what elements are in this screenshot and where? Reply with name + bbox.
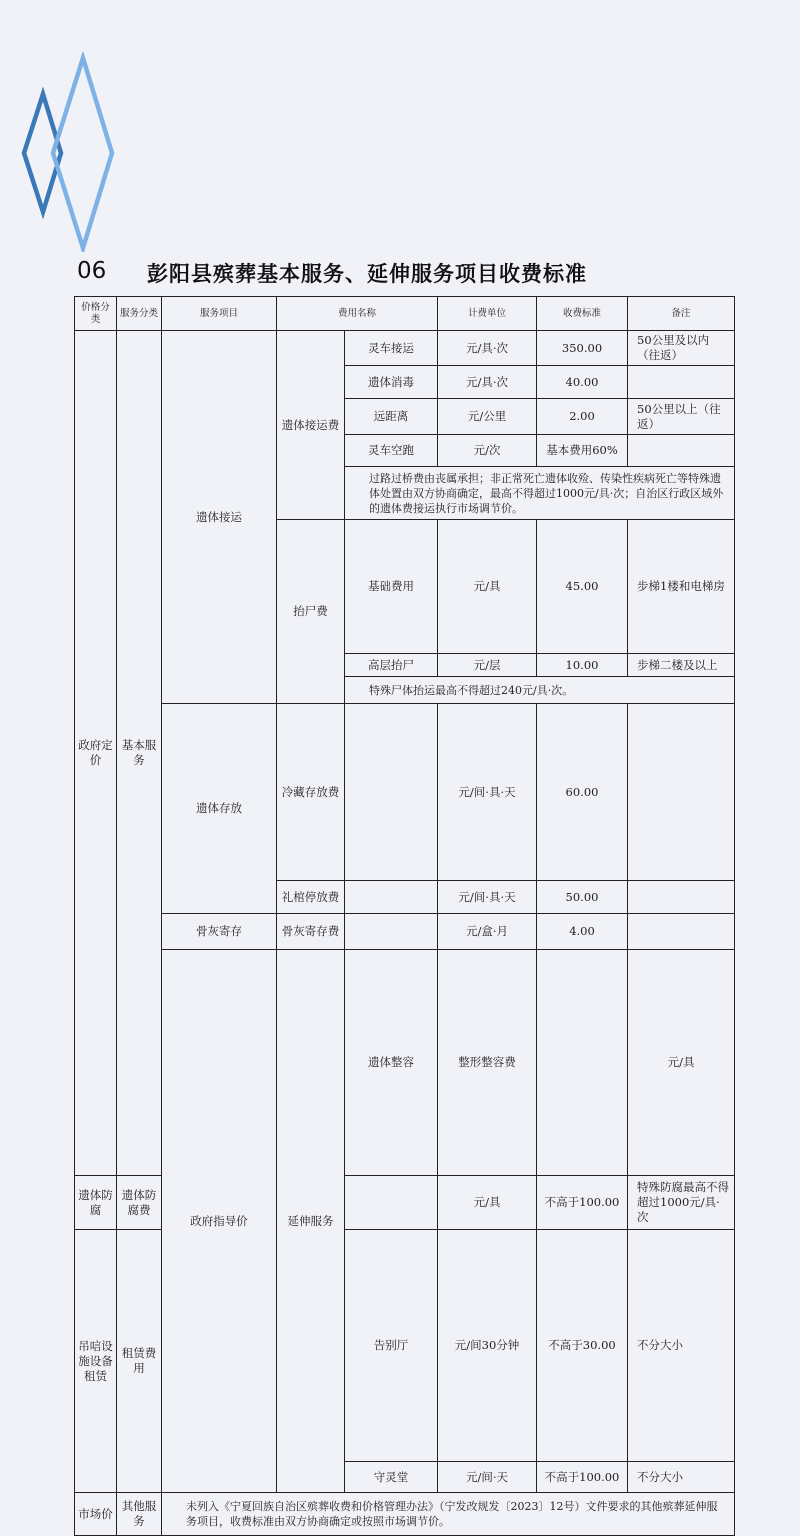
fee-long-distance-name: 远距离 xyxy=(345,399,438,435)
fee-preserve-note: 特殊防腐最高不得超过1000元/具·次 xyxy=(628,1176,735,1230)
table-header-row xyxy=(75,297,735,331)
fee-disinfect-name: 遗体消毒 xyxy=(345,366,438,399)
fee-basic-price: 45.00 xyxy=(537,520,628,654)
fee-hearse-note: 50公里及以内（往返） xyxy=(628,331,735,366)
page-title: 彭阳县殡葬基本服务、延伸服务项目收费标准 xyxy=(147,261,587,286)
header-service-category: 服务分类 xyxy=(117,297,162,331)
service-category-extended: 延伸服务 xyxy=(277,950,345,1493)
fee-cold-storage-unit: 元/间·具·天 xyxy=(438,704,537,881)
fee-vigil-hall-unit: 元/间·天 xyxy=(438,1462,537,1493)
table-row xyxy=(75,331,735,366)
fee-high-floor-unit: 元/层 xyxy=(438,654,537,677)
carry-note: 特殊尸体抬运最高不得超过240元/具·次。 xyxy=(345,677,735,704)
fee-cold-storage-name xyxy=(345,704,438,881)
fee-makeup-unit: 元/具 xyxy=(628,950,735,1176)
fee-preserve-price: 不高于100.00 xyxy=(537,1176,628,1230)
price-category-gov-fixed: 政府定价 xyxy=(75,331,117,1176)
fee-disinfect-unit: 元/具·次 xyxy=(438,366,537,399)
service-item-ash: 骨灰寄存 xyxy=(162,914,277,950)
price-category-market: 市场价 xyxy=(75,1493,117,1536)
diamond-logo xyxy=(20,52,120,252)
fee-long-distance-note: 50公里以上（往返） xyxy=(628,399,735,435)
service-item-preserve: 遗体防腐 xyxy=(75,1176,117,1230)
fee-farewell-hall-note: 不分大小 xyxy=(628,1230,735,1462)
fee-ash-note xyxy=(628,914,735,950)
fee-ash-unit: 元/盒·月 xyxy=(438,914,537,950)
fee-rental: 租赁费用 xyxy=(117,1230,162,1493)
fee-empty-run-note xyxy=(628,435,735,467)
header-billing-unit: 计费单位 xyxy=(438,297,537,331)
header-fee-standard: 收费标准 xyxy=(537,297,628,331)
fee-vigil-hall-price: 不高于100.00 xyxy=(537,1462,628,1493)
fee-preserve: 遗体防腐费 xyxy=(117,1176,162,1230)
fee-basic-note: 步梯1楼和电梯房 xyxy=(628,520,735,654)
fee-coffin-storage-note xyxy=(628,881,735,914)
fee-vigil-hall-name: 守灵堂 xyxy=(345,1462,438,1493)
fee-ash-name xyxy=(345,914,438,950)
service-category-basic: 基本服务 xyxy=(117,331,162,1176)
header-remarks: 备注 xyxy=(628,297,735,331)
fee-makeup-name xyxy=(537,950,628,1176)
fee-hearse-price: 350.00 xyxy=(537,331,628,366)
page-number: 06 xyxy=(77,258,107,284)
fee-disinfect-note xyxy=(628,366,735,399)
fee-ash-storage: 骨灰寄存费 xyxy=(277,914,345,950)
fee-high-floor-price: 10.00 xyxy=(537,654,628,677)
fee-preserve-name xyxy=(345,1176,438,1230)
fee-cold-storage: 冷藏存放费 xyxy=(277,704,345,881)
other-service-note: 未列入《宁夏回族自治区殡葬收费和价格管理办法》（宁发改规发〔2023〕12号）文件要求的其他殡葬延伸服务项目，收费标准由双方协商确定或按照市场调节价。 xyxy=(162,1493,735,1536)
transport-note: 过路过桥费由丧属承担；非正常死亡遗体收殓、传染性疾病死亡等特殊遗体处置由双方协商确定，最高不得超过1000元/具·次；自治区行政区域外的遗体费接运执行市场调节价。 xyxy=(345,467,735,520)
header-price-category: 价格分类 xyxy=(75,297,117,331)
diamond-logo-dark xyxy=(24,94,61,212)
fee-high-floor-name: 高层抬尸 xyxy=(345,654,438,677)
fee-basic-name: 基础费用 xyxy=(345,520,438,654)
table-row xyxy=(75,950,735,1176)
table-row xyxy=(75,1493,735,1536)
fee-empty-run-unit: 元/次 xyxy=(438,435,537,467)
fee-coffin-storage: 礼棺停放费 xyxy=(277,881,345,914)
service-item-body-transport: 遗体接运 xyxy=(162,331,277,704)
fee-long-distance-unit: 元/公里 xyxy=(438,399,537,435)
fee-coffin-storage-unit: 元/间·具·天 xyxy=(438,881,537,914)
fee-disinfect-price: 40.00 xyxy=(537,366,628,399)
fee-farewell-hall-unit: 元/间30分钟 xyxy=(438,1230,537,1462)
fee-farewell-hall-name: 告别厅 xyxy=(345,1230,438,1462)
fee-farewell-hall-price: 不高于30.00 xyxy=(537,1230,628,1462)
service-item-makeup: 遗体整容 xyxy=(345,950,438,1176)
fee-coffin-storage-name xyxy=(345,881,438,914)
service-item-rental: 吊唁设施设备租赁 xyxy=(75,1230,117,1493)
fee-transport: 遗体接运费 xyxy=(277,331,345,520)
price-category-gov-guided: 政府指导价 xyxy=(162,950,277,1493)
fee-cold-storage-price: 60.00 xyxy=(537,704,628,881)
fee-preserve-unit: 元/具 xyxy=(438,1176,537,1230)
table-row xyxy=(75,704,735,881)
fee-empty-run-name: 灵车空跑 xyxy=(345,435,438,467)
fee-makeup: 整形整容费 xyxy=(438,950,537,1176)
fee-hearse-name: 灵车接运 xyxy=(345,331,438,366)
fee-hearse-unit: 元/具·次 xyxy=(438,331,537,366)
service-item-storage: 遗体存放 xyxy=(162,704,277,914)
fee-ash-price: 4.00 xyxy=(537,914,628,950)
header-fee-name: 费用名称 xyxy=(277,297,438,331)
fee-high-floor-note: 步梯二楼及以上 xyxy=(628,654,735,677)
table-row xyxy=(75,914,735,950)
service-category-other: 其他服务 xyxy=(117,1493,162,1536)
fee-carry: 抬尸费 xyxy=(277,520,345,704)
fee-coffin-storage-price: 50.00 xyxy=(537,881,628,914)
fee-table xyxy=(74,296,735,1536)
fee-empty-run-price: 基本费用60% xyxy=(537,435,628,467)
fee-vigil-hall-note: 不分大小 xyxy=(628,1462,735,1493)
header-service-item: 服务项目 xyxy=(162,297,277,331)
fee-basic-unit: 元/具 xyxy=(438,520,537,654)
fee-cold-storage-note xyxy=(628,704,735,881)
fee-long-distance-price: 2.00 xyxy=(537,399,628,435)
